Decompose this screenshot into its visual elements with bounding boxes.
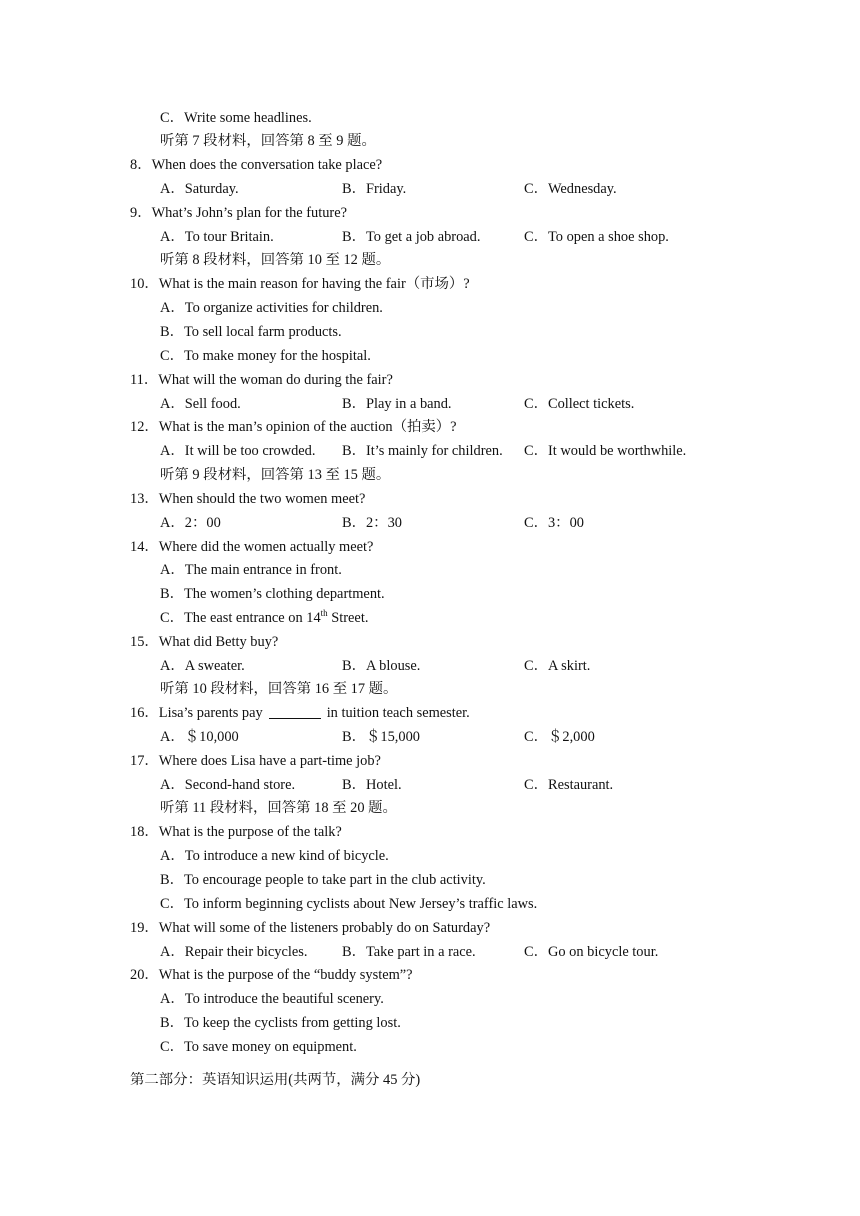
option-b: B．Hotel. (342, 777, 402, 793)
question-13: 13．When should the two women meet? (130, 491, 366, 507)
option-text: C．Write some headlines. (160, 110, 312, 126)
option-b: B．To encourage people to take part in the club activity. (160, 872, 486, 888)
option-c: C．Go on bicycle tour. (524, 944, 659, 960)
option-b: B．2：30 (342, 515, 402, 531)
option-c: C．3：00 (524, 515, 584, 531)
option-a: A．Saturday. (160, 181, 239, 197)
option-b: B．Friday. (342, 181, 407, 197)
option-a: A．To introduce the beautiful scenery. (160, 991, 384, 1007)
option-a: A．To tour Britain. (160, 229, 274, 245)
option-a: A．It will be too crowded. (160, 443, 316, 459)
question-11: 11．What will the woman do during the fair? (130, 372, 393, 388)
option-b: B．The women’s clothing department. (160, 586, 385, 602)
option-c (160, 608, 368, 628)
option-b: B．Take part in a race. (342, 944, 476, 960)
option-b: B．It’s mainly for children. (342, 443, 503, 459)
section-instruction: 听第 7 段材料，回答第 8 至 9 题。 (160, 133, 376, 149)
option-c: C．＄2,000 (524, 729, 595, 745)
answer-blank (269, 704, 321, 719)
option-a: A．A sweater. (160, 658, 245, 674)
option-b: B．＄15,000 (342, 729, 420, 745)
option-c: C．A skirt. (524, 658, 591, 674)
option-a: A．The main entrance in front. (160, 562, 342, 578)
option-a: A．To organize activities for children. (160, 300, 383, 316)
option-c: C．To save money on equipment. (160, 1039, 357, 1055)
question-10: 10．What is the main reason for having the fair（市场）? (130, 276, 470, 292)
option-a: A．Repair their bicycles. (160, 944, 308, 960)
option-c: C．It would be worthwhile. (524, 443, 687, 459)
question-9: 9．What’s John’s plan for the future? (130, 205, 348, 221)
option-c: C．To make money for the hospital. (160, 348, 371, 364)
option-c-text-end: Street. (327, 610, 369, 626)
option-b: B．Play in a band. (342, 396, 452, 412)
question-16-text: 16．Lisa’s parents pay (130, 705, 263, 721)
section-instruction: 听第 10 段材料，回答第 16 至 17 题。 (160, 681, 398, 697)
option-c: C．To open a shoe shop. (524, 229, 669, 245)
option-c: C．Restaurant. (524, 777, 614, 793)
question-19: 19．What will some of the listeners probably do on Saturday? (130, 920, 491, 936)
option-c: C．Wednesday. (524, 181, 617, 197)
section-instruction: 听第 9 段材料，回答第 13 至 15 题。 (160, 467, 391, 483)
question-18: 18．What is the purpose of the talk? (130, 824, 342, 840)
option-b: B．To keep the cyclists from getting lost. (160, 1015, 401, 1031)
option-a: A．Sell food. (160, 396, 241, 412)
question-20: 20．What is the purpose of the “buddy system”? (130, 967, 413, 983)
option-a: A．To introduce a new kind of bicycle. (160, 848, 389, 864)
question-12: 12．What is the man’s opinion of the auction（拍卖）? (130, 419, 457, 435)
option-b: B．To get a job abroad. (342, 229, 481, 245)
section-instruction: 听第 11 段材料，回答第 18 至 20 题。 (160, 800, 397, 816)
option-a: A．Second-hand store. (160, 777, 296, 793)
question-16-text-end: in tuition teach semester. (326, 705, 470, 721)
question-16 (130, 703, 470, 723)
ordinal-suffix: th (320, 608, 328, 619)
option-a: A．＄10,000 (160, 729, 239, 745)
question-17: 17．Where does Lisa have a part-time job? (130, 753, 381, 769)
option-c-text: C．The east entrance on 14 (160, 610, 321, 626)
part-two-heading: 第二部分：英语知识运用(共两节，满分 45 分) (130, 1072, 421, 1088)
question-15: 15．What did Betty buy? (130, 634, 279, 650)
section-instruction: 听第 8 段材料，回答第 10 至 12 题。 (160, 252, 391, 268)
option-a: A．2：00 (160, 515, 221, 531)
question-14: 14．Where did the women actually meet? (130, 539, 374, 555)
option-c: C．To inform beginning cyclists about New Jersey’s traffic laws. (160, 896, 538, 912)
question-8: 8．When does the conversation take place? (130, 157, 383, 173)
option-b: B．To sell local farm products. (160, 324, 342, 340)
option-b: B．A blouse. (342, 658, 421, 674)
option-c: C．Collect tickets. (524, 396, 635, 412)
